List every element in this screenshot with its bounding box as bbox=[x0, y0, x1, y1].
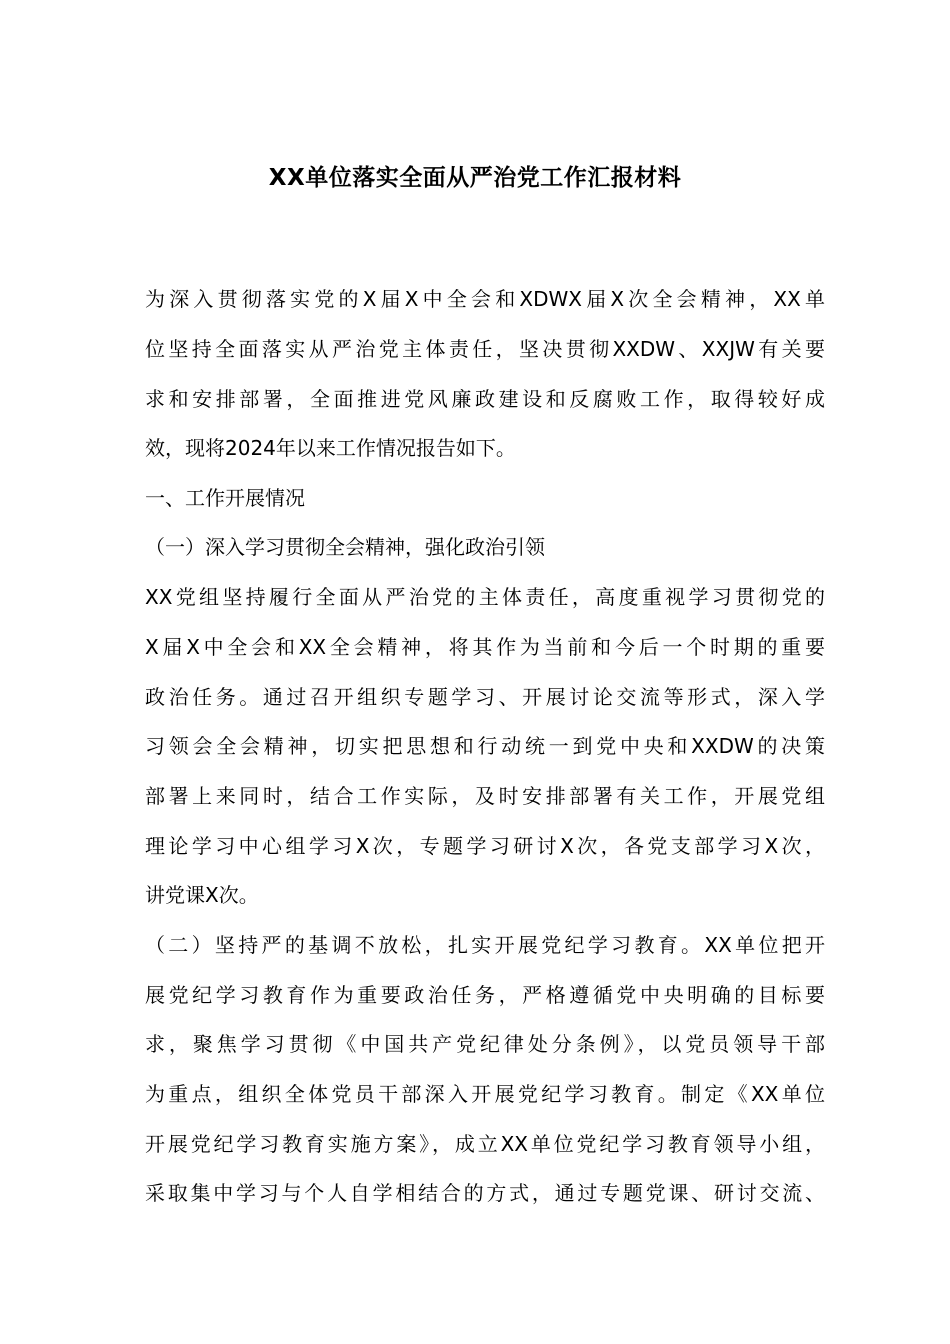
body-line-9: 部署上来同时，结合工作实际，及时安排部署有关工作，开展党组 bbox=[145, 784, 825, 808]
body-line-5: XX党组坚持履行全面从严治党的主体责任，高度重视学习贯彻党的 bbox=[145, 585, 825, 609]
body-line-17: 采取集中学习与个人自学相结合的方式，通过专题党课、研讨交流、 bbox=[145, 1181, 825, 1205]
body-line-12: （二）坚持严的基调不放松，扎实开展党纪学习教育。XX单位把开 bbox=[145, 933, 825, 957]
body-line-3: 求和安排部署，全面推进党风廉政建设和反腐败工作，取得较好成 bbox=[145, 387, 825, 411]
body-line-16: 开展党纪学习教育实施方案》，成立XX单位党纪学习教育领导小组， bbox=[145, 1132, 825, 1156]
body-line-6: X届X中全会和XX全会精神，将其作为当前和今后一个时期的重要 bbox=[145, 635, 825, 659]
body-line-10: 理论学习中心组学习X次，专题学习研讨X次，各党支部学习X次， bbox=[145, 834, 825, 858]
body-line-15: 为重点，组织全体党员干部深入开展党纪学习教育。制定《XX单位 bbox=[145, 1082, 825, 1106]
body-line-4: 效，现将2024年以来工作情况报告如下。 bbox=[145, 436, 516, 460]
body-line-8: 习领会全会精神，切实把思想和行动统一到党中央和XXDW的决策 bbox=[145, 734, 825, 758]
subsection-heading-1: （一）深入学习贯彻全会精神，强化政治引领 bbox=[145, 535, 545, 559]
body-line-2: 位坚持全面落实从严治党主体责任，坚决贯彻XXDW、XXJW有关要 bbox=[145, 337, 825, 361]
document-title: XX单位落实全面从严治党工作汇报材料 bbox=[268, 165, 682, 191]
body-line-13: 展党纪学习教育作为重要政治任务，严格遵循党中央明确的目标要 bbox=[145, 983, 825, 1007]
body-line-7: 政治任务。通过召开组织专题学习、开展讨论交流等形式，深入学 bbox=[145, 685, 825, 709]
body-line-11: 讲党课X次。 bbox=[145, 883, 259, 907]
body-line-14: 求，聚焦学习贯彻《中国共产党纪律处分条例》，以党员领导干部 bbox=[145, 1032, 825, 1056]
section-heading-1: 一、工作开展情况 bbox=[145, 486, 305, 510]
body-line-1: 为深入贯彻落实党的X届X中全会和XDWX届X次全会精神，XX单 bbox=[145, 287, 825, 311]
